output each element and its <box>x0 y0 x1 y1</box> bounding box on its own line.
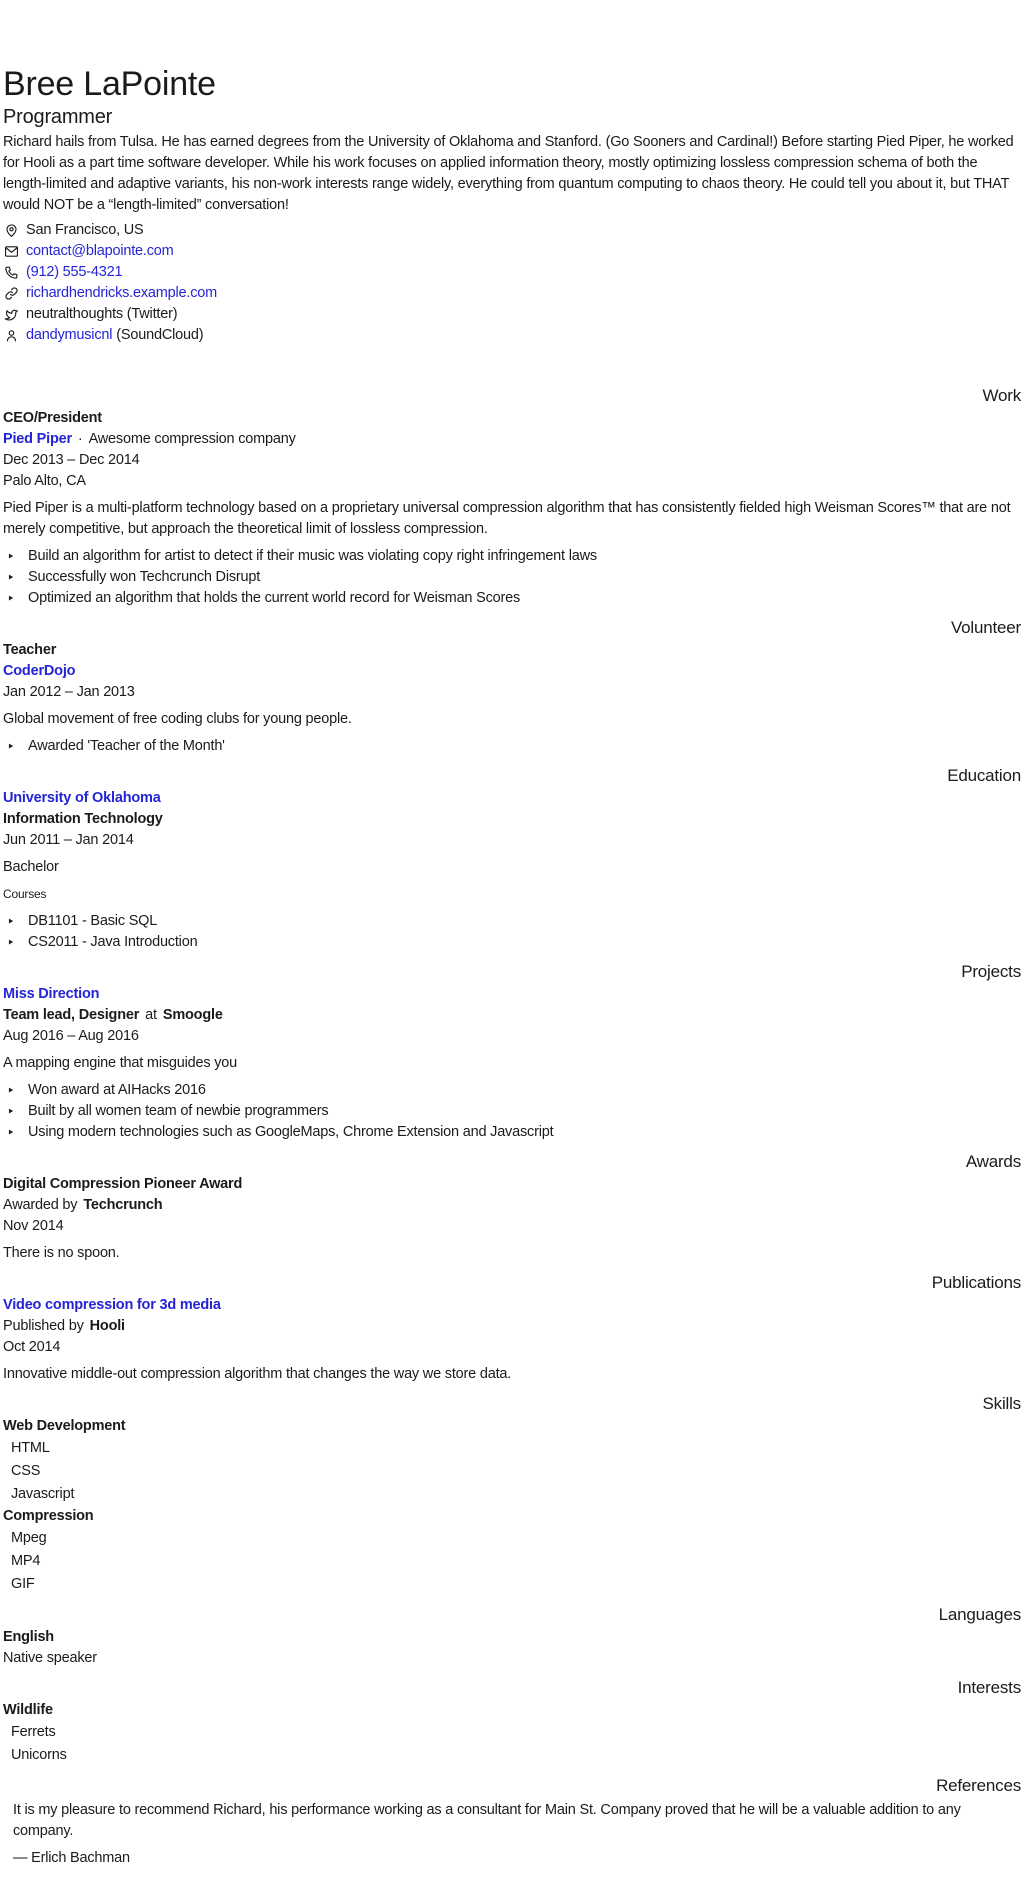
volunteer-position: Teacher <box>3 642 57 658</box>
section-interests <box>3 1678 1021 1767</box>
education-area: Information Technology <box>3 811 163 827</box>
publication-published-by-label: Published by <box>3 1318 84 1334</box>
highlight-text: Successfully won Techcrunch Disrupt <box>28 569 261 585</box>
volunteer-summary: Global movement of free coding clubs for young people. <box>3 711 352 727</box>
language-name: English <box>3 1629 54 1645</box>
volunteer-entry <box>3 640 1021 757</box>
course-item <box>3 911 1021 932</box>
publication-entry <box>3 1295 1021 1385</box>
section-work <box>3 386 1021 609</box>
highlight-item <box>3 546 1021 567</box>
contact-soundcloud-link[interactable]: dandymusicnl <box>26 327 113 343</box>
education-degree: Bachelor <box>3 859 59 875</box>
person-label: Programmer <box>3 106 113 128</box>
project-entity: Smoogle <box>162 1007 223 1023</box>
interest-group <box>3 1700 1021 1767</box>
dot-separator: · <box>77 431 83 447</box>
project-roles: Team lead, Designer <box>3 1007 140 1023</box>
interest-keywords <box>3 1721 1021 1767</box>
publication-name-link[interactable]: Video compression for 3d media <box>3 1297 221 1313</box>
section-publications <box>3 1273 1021 1385</box>
person-summary: Richard hails from Tulsa. He has earned degrees from the University of Oklahoma and Stanford. (Go Sooners and Cardinal!) Before starting Pied Piper, he worked for Hooli as a part time software developer. While his work focuses on applied information theory, mostly optimizing lossless compression schema of both the length-limited and adaptive variants, his non-work interests range widely, everything from quantum computing to chaos theory. He could tell you about it, but THAT would NOT be a “length-limited” conversation! <box>3 134 1014 213</box>
envelope-icon <box>3 244 19 260</box>
work-company-link[interactable]: Pied Piper <box>3 431 72 447</box>
project-entry <box>3 984 1021 1143</box>
education-institution-link[interactable]: University of Oklahoma <box>3 790 161 806</box>
publication-summary: Innovative middle-out compression algorithm that changes the way we store data. <box>3 1366 512 1382</box>
skill-keyword: GIF <box>11 1576 35 1592</box>
highlight-item <box>3 588 1021 609</box>
education-courses <box>3 911 1021 953</box>
skill-group-name: Web Development <box>3 1418 126 1434</box>
project-name-link[interactable]: Miss Direction <box>3 986 100 1002</box>
skill-keyword: HTML <box>11 1440 50 1456</box>
person-icon <box>3 328 19 344</box>
contact-soundcloud <box>3 325 1021 346</box>
bullet-icon: ‣ <box>7 549 15 564</box>
skill-keyword: MP4 <box>11 1553 41 1569</box>
project-highlights <box>3 1080 1021 1143</box>
person-name: Bree LaPointe <box>3 65 216 103</box>
contact-list <box>3 220 1021 346</box>
section-heading-awards: Awards <box>965 1152 1021 1171</box>
highlight-item <box>3 1101 1021 1122</box>
education-dates: Jun 2011 – Jan 2014 <box>3 832 134 848</box>
section-heading-education: Education <box>947 766 1021 785</box>
reference-quote: It is my pleasure to recommend Richard, his performance working as a consultant for Main St. Company proved that he will be a valuable addition to any company. <box>13 1802 961 1839</box>
contact-email-link[interactable]: contact@blapointe.com <box>26 243 174 259</box>
award-entry <box>3 1174 1021 1264</box>
contact-twitter <box>3 304 1021 325</box>
section-heading-projects: Projects <box>961 962 1021 981</box>
highlight-text: Built by all women team of newbie programmers <box>28 1103 329 1119</box>
award-date: Nov 2014 <box>3 1218 64 1234</box>
contact-email <box>3 241 1021 262</box>
bullet-icon: ‣ <box>7 1083 15 1098</box>
contact-website-link[interactable]: richardhendricks.example.com <box>26 285 218 301</box>
highlight-text: Optimized an algorithm that holds the current world record for Weisman Scores <box>28 590 521 606</box>
skill-keyword: Mpeg <box>11 1530 47 1546</box>
bullet-icon: ‣ <box>7 935 15 950</box>
section-heading-skills: Skills <box>982 1394 1021 1413</box>
section-languages <box>3 1605 1021 1669</box>
highlight-item <box>3 736 1021 757</box>
skill-keywords <box>3 1527 1021 1596</box>
bullet-icon: ‣ <box>7 1104 15 1119</box>
work-dates: Dec 2013 – Dec 2014 <box>3 452 140 468</box>
award-title: Digital Compression Pioneer Award <box>3 1176 243 1192</box>
project-dates: Aug 2016 – Aug 2016 <box>3 1028 139 1044</box>
skill-keyword: CSS <box>11 1463 41 1479</box>
skill-keywords <box>3 1437 1021 1506</box>
section-heading-publications: Publications <box>931 1273 1021 1292</box>
contact-location <box>3 220 1021 241</box>
publication-publisher: Hooli <box>89 1318 125 1334</box>
section-references <box>3 1776 1021 1869</box>
section-projects <box>3 962 1021 1143</box>
volunteer-organization-link[interactable]: CoderDojo <box>3 663 76 679</box>
contact-phone <box>3 262 1021 283</box>
phone-icon <box>3 265 19 281</box>
volunteer-dates: Jan 2012 – Jan 2013 <box>3 684 135 700</box>
project-summary: A mapping engine that misguides you <box>3 1055 238 1071</box>
interest-keyword: Ferrets <box>11 1724 56 1740</box>
work-highlights <box>3 546 1021 609</box>
highlight-text: Using modern technologies such as GoogleMaps, Chrome Extension and Javascript <box>28 1124 554 1140</box>
section-heading-languages: Languages <box>938 1605 1021 1624</box>
language-fluency: Native speaker <box>3 1650 97 1666</box>
highlight-item <box>3 567 1021 588</box>
work-company-description: Awesome compression company <box>88 431 296 447</box>
section-heading-interests: Interests <box>957 1678 1021 1697</box>
skill-group <box>3 1506 1021 1596</box>
work-location: Palo Alto, CA <box>3 473 86 489</box>
section-awards <box>3 1152 1021 1264</box>
contact-phone-link[interactable]: (912) 555-4321 <box>26 264 123 280</box>
contact-soundcloud-suffix: (SoundCloud) <box>116 327 204 343</box>
work-summary: Pied Piper is a multi-platform technology based on a proprietary universal compression algorithm that has consistently fielded high Weisman Scores™ that are not merely competitive, but approach the theoretical limit of lossless compression. <box>3 500 1011 537</box>
highlight-item <box>3 1122 1021 1143</box>
project-at-label: at <box>145 1007 157 1023</box>
education-entry <box>3 788 1021 953</box>
language-entry <box>3 1627 1021 1669</box>
contact-website <box>3 283 1021 304</box>
skill-group <box>3 1416 1021 1506</box>
award-awarder: Techcrunch <box>83 1197 163 1213</box>
highlight-text: Build an algorithm for artist to detect if their music was violating copy right infringement laws <box>28 548 597 564</box>
course-item <box>3 932 1021 953</box>
section-skills <box>3 1394 1021 1596</box>
education-courses-label: Courses <box>3 887 47 901</box>
skill-group-name: Compression <box>3 1508 94 1524</box>
section-heading-volunteer: Volunteer <box>950 618 1021 637</box>
interest-keyword: Unicorns <box>11 1747 67 1763</box>
bullet-icon: ‣ <box>7 914 15 929</box>
location-pin-icon <box>3 223 19 239</box>
link-icon <box>3 286 19 302</box>
contact-twitter-text: neutralthoughts (Twitter) <box>26 306 178 322</box>
bullet-icon: ‣ <box>7 739 15 754</box>
section-heading-references: References <box>936 1776 1021 1795</box>
section-heading-work: Work <box>982 386 1021 405</box>
reference-attribution: — Erlich Bachman <box>13 1850 130 1866</box>
section-education <box>3 766 1021 953</box>
resume-header <box>3 64 1021 346</box>
course-text: CS2011 - Java Introduction <box>28 934 198 950</box>
award-awarded-by-label: Awarded by <box>3 1197 78 1213</box>
bullet-icon: ‣ <box>7 570 15 585</box>
publication-date: Oct 2014 <box>3 1339 61 1355</box>
highlight-text: Won award at AIHacks 2016 <box>28 1082 206 1098</box>
highlight-text: Awarded 'Teacher of the Month' <box>28 738 225 754</box>
highlight-item <box>3 1080 1021 1101</box>
interest-name: Wildlife <box>3 1702 53 1718</box>
work-entry <box>3 408 1021 609</box>
section-volunteer <box>3 618 1021 757</box>
award-summary: There is no spoon. <box>3 1245 120 1261</box>
work-position: CEO/President <box>3 410 102 426</box>
bullet-icon: ‣ <box>7 1125 15 1140</box>
twitter-icon <box>3 307 19 323</box>
skill-keyword: Javascript <box>11 1486 75 1502</box>
bullet-icon: ‣ <box>7 591 15 606</box>
volunteer-highlights <box>3 736 1021 757</box>
course-text: DB1101 - Basic SQL <box>28 913 158 929</box>
contact-location-text: San Francisco, US <box>26 222 144 238</box>
